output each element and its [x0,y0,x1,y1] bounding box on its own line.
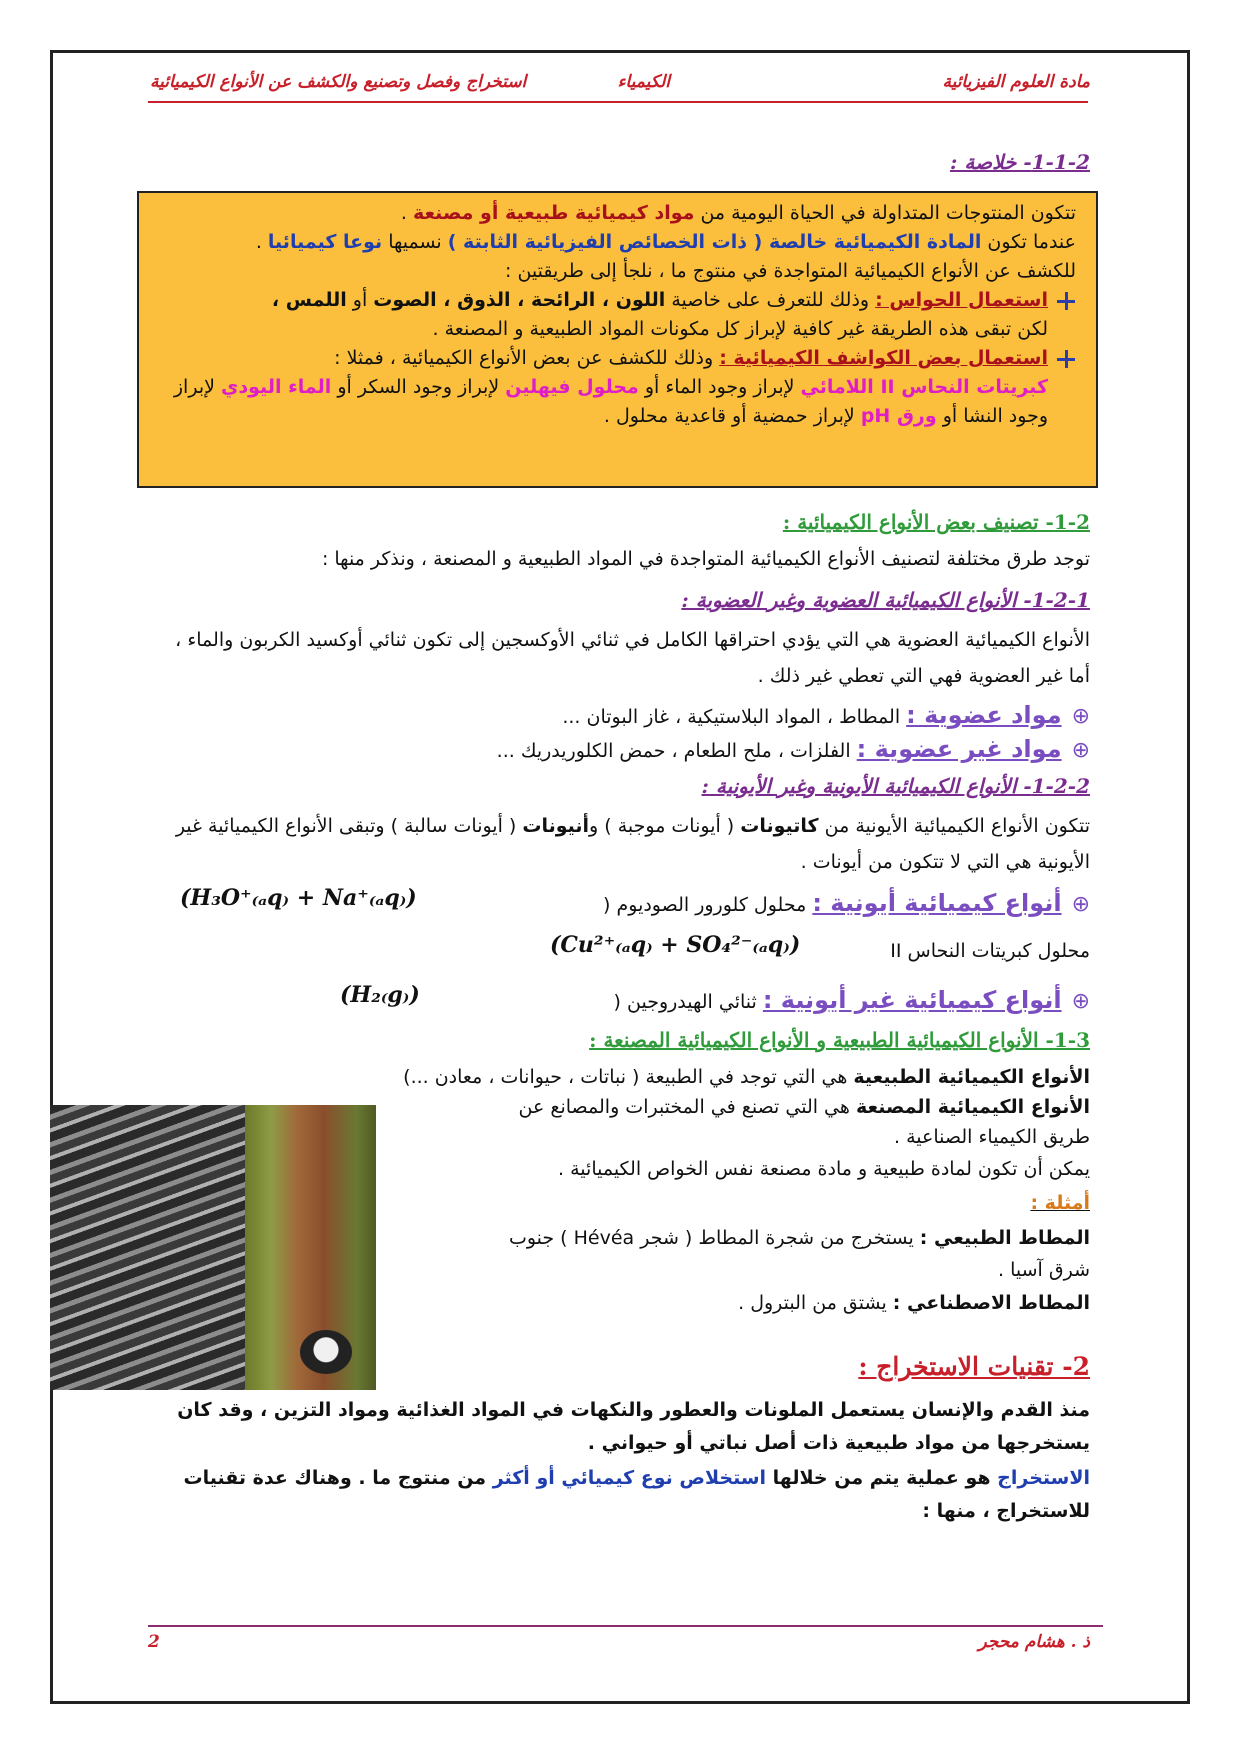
method-senses: استعمال الحواس : وذلك للتعرف على خاصية اللون ، الرائحة ، الذوق ، الصوت أو اللمس ، [151,286,1076,315]
organic-item-1: ⊕مواد عضوية : المطاط ، المواد البلاستيكية ، غاز البوتان ... [562,701,1090,729]
ionic-formula-1: (H₃O⁺₍ₐq₎ + Na⁺₍ₐq₎) [180,885,417,911]
ionic-formula-3: (H₂₍g₎) [340,982,420,1008]
summary-line-3: للكشف عن الأنواع الكيميائية المتواجدة في منتوج ما ، نلجأ إلى طريقتين : [505,260,1076,282]
extraction-title: 2- تقنيات الاستخراج : [858,1352,1090,1381]
page-header [150,72,1090,96]
method-senses-note: لكن تبقى هذه الطريقة غير كافية لإبراز كل مكونات المواد الطبيعية و المصنعة . [432,318,1048,340]
header-unit: الكيمياء [617,72,670,92]
extraction-para-2: الاستخراج هو عملية يتم من خلالها استخلاص نوع كيميائي أو أكثر من منتوج ما . وهناك عدة تقنيات للاستخراج ، منها : [183,1467,1090,1522]
ionic-item-1-line2: محلول كبريتات النحاس II [890,940,1090,962]
method-reagents-examples: كبريتات النحاس II اللامائي لإبراز وجود الماء أو محلول فيهلين لإبراز وجود السكر أو الماء اليودي لإبراز وجود النشا أو ورق pH لإبراز حمضية أو قاعدية محلول . [173,376,1048,427]
ionic-title: 1-2-2- الأنواع الكيميائية الأيونية وغير الأيونية : [701,774,1090,798]
summary-title: 1-1-2- خلاصة : [950,150,1090,174]
summary-line-1: تتكون المنتوجات المتداولة في الحياة اليومية من مواد كيميائية طبيعية أو مصنعة . [400,202,1076,224]
header-rule [148,101,1088,103]
ionic-item-2: ⊕أنواع كيميائية غير أيونية : ثنائي الهيدروجين ( [613,986,1090,1014]
summary-box [137,191,1098,488]
header-subject: مادة العلوم الفيزيائية [942,72,1090,92]
bullet-plus-icon [1056,349,1076,369]
example-1: المطاط الطبيعي : يستخرج من شجرة المطاط ( شجر Hévéa ) جنوب شرق آسيا . [508,1227,1090,1281]
extraction-para-1: منذ القدم والإنسان يستعمل الملونات والعطور والنكهات في المواد الغذائية ومواد التزين ، وقد كان يستخرجها من مواد طبيعية ذات أصل نباتي أو حيواني . [177,1399,1090,1454]
crosshair-bullet-icon: ⊕ [1071,704,1090,729]
ionic-text: تتكون الأنواع الكيميائية الأيونية من كاتيونات ( أيونات موجبة ) وأنيونات ( أيونات سالبة ) وتبقى الأنواع الكيميائية غير الأيونية هي التي لا تتكون من أيونات . [175,815,1090,873]
organic-text: الأنواع الكيميائية العضوية هي التي يؤدي احتراقها الكامل في ثنائي الأوكسجين إلى تكون ثنائي أوكسيد الكربون والماء ، أما غير العضوية فهي التي تعطي غير ذلك . [175,629,1090,687]
crosshair-bullet-icon: ⊕ [1071,989,1090,1014]
footer-rule [148,1625,1103,1627]
classify-title: 1-2- تصنيف بعض الأنواع الكيميائية : [782,510,1090,534]
ionic-formula-2: (Cu²⁺₍ₐq₎ + SO₄²⁻₍ₐq₎) [550,932,801,958]
crosshair-bullet-icon: ⊕ [1071,892,1090,917]
natural-line-1: الأنواع الكيميائية الطبيعية هي التي توجد في الطبيعة ( نباتات ، حيوانات ، معادن ...) [403,1066,1090,1088]
rubber-photo [50,1105,376,1390]
tyres-image [50,1105,245,1390]
natural-title: 1-3- الأنواع الكيميائية الطبيعية و الأنواع الكيميائية المصنعة : [589,1028,1090,1052]
footer-author: ذ . هشام محجر [978,1632,1090,1652]
ionic-item-1: ⊕أنواع كيميائية أيونية : محلول كلورور الصوديوم ( [603,889,1090,917]
crosshair-bullet-icon: ⊕ [1071,738,1090,763]
example-2: المطاط الاصطناعي : يشتق من البترول . [738,1292,1090,1314]
examples-title: أمثلة : [1030,1192,1090,1214]
header-lesson: استخراج وفصل وتصنيع والكشف عن الأنواع الكيميائية [150,72,527,92]
latex-cup-image [300,1330,352,1374]
bullet-plus-icon [1056,291,1076,311]
organic-title: 1-2-1- الأنواع الكيميائية العضوية وغير العضوية : [681,588,1090,612]
summary-line-2: عندما تكون المادة الكيميائية خالصة ( ذات الخصائص الفيزيائية الثابتة ) نسميها نوعا كيميائيا . [255,231,1076,253]
classify-intro: توجد طرق مختلفة لتصنيف الأنواع الكيميائية المتواجدة في المواد الطبيعية و المصنعة ، ونذكر منها : [321,548,1090,570]
footer-page-number: 2 [148,1632,160,1652]
natural-line-3: يمكن أن تكون لمادة طبيعية و مادة مصنعة نفس الخواص الكيميائية . [558,1158,1090,1180]
natural-line-2: الأنواع الكيميائية المصنعة هي التي تصنع في المختبرات والمصانع عن طريق الكيمياء الصناعية . [518,1096,1090,1148]
method-reagents: استعمال بعض الكواشف الكيميائية : وذلك للكشف عن بعض الأنواع الكيميائية ، فمثلا : [151,344,1076,373]
organic-item-2: ⊕مواد غير عضوية : الفلزات ، ملح الطعام ، حمض الكلوريدريك ... [496,735,1090,763]
